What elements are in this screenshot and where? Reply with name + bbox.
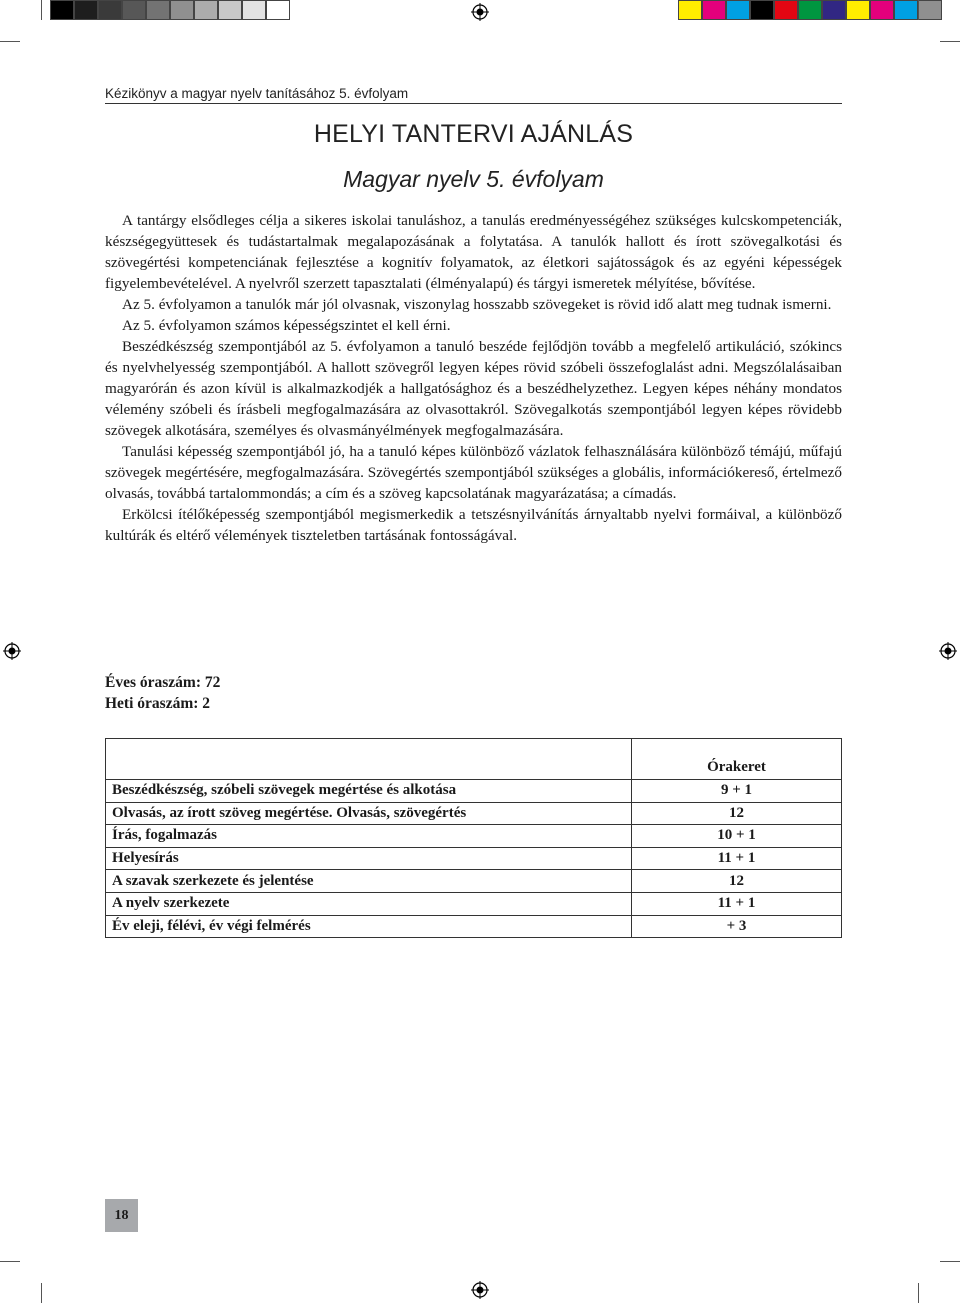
color-swatch bbox=[798, 0, 822, 20]
weekly-hours: Heti óraszám: 2 bbox=[105, 695, 211, 712]
color-swatch bbox=[50, 0, 74, 20]
crop-mark bbox=[41, 0, 42, 20]
color-swatch bbox=[846, 0, 870, 20]
color-swatch bbox=[170, 0, 194, 20]
paragraph: Az 5. évfolyamon számos képességszintet el kell érni. bbox=[122, 317, 451, 334]
color-swatch bbox=[194, 0, 218, 20]
row-topic: Beszédkészség, szóbeli szövegek megértése és alkotása bbox=[106, 780, 632, 803]
crop-mark bbox=[0, 1261, 20, 1262]
color-swatch bbox=[218, 0, 242, 20]
paragraph: Beszédkészség szempontjából az 5. évfolyamon a tanuló beszéde fejlődjön tovább a megfelelő artikuláció, szókincs és nyelvhelyesség szempontjából. A hallott szövegről legyen képes rövid szóbeli összefoglalást adni. Megszólalásaiban magyarórán és azon kívül is alkalmazkodjék a hallgatósághoz és a beszédhelyzethez. Legyen képes néhány mondatos vélemény szóbeli és írásbeli megfogalmazására az olvasottakról. Szövegalkotás szempontjából legyen képes rövidebb szövegek alkotására, személyes és olvasmányélmények megfogalmazására. bbox=[105, 338, 842, 439]
crop-mark bbox=[918, 0, 919, 20]
row-topic: A nyelv szerkezete bbox=[106, 892, 632, 915]
row-hours: + 3 bbox=[632, 915, 842, 938]
color-swatch bbox=[870, 0, 894, 20]
annual-hours: Éves óraszám: 72 bbox=[105, 674, 221, 691]
color-swatch bbox=[122, 0, 146, 20]
hours-table bbox=[105, 738, 842, 938]
paragraph: Tanulási képesség szempontjából jó, ha a tanuló képes különböző vázlatok felhasználására különböző témájú, műfajú szövegek megértésére, megfogalmazására. Szövegértés szempontjából szükséges a globális, információkereső, értelmező olvasás, továbbá tartalommondás; a cím és a szöveg kapcsolatának magyarázatása; a címadás. bbox=[105, 443, 842, 502]
registration-mark-right-icon bbox=[939, 642, 957, 660]
color-swatch bbox=[146, 0, 170, 20]
body-text bbox=[105, 210, 842, 546]
row-topic: Év eleji, félévi, év végi felmérés bbox=[106, 915, 632, 938]
row-hours: 12 bbox=[632, 870, 842, 893]
color-calibration-bar bbox=[678, 0, 942, 22]
paragraph: Erkölcsi ítélőképesség szempontjából megismerkedik a tetszésnyilvánítás árnyaltabb nyelvi formáival, a különböző kultúrák és eltérő vélemények tiszteletben tartásának fontosságával. bbox=[105, 506, 842, 544]
table-row bbox=[106, 825, 842, 848]
paragraph: Az 5. évfolyamon a tanulók már jól olvasnak, viszonylag hosszabb szövegeket is rövid idő alatt meg tudnak ismerni. bbox=[122, 296, 832, 313]
table-row bbox=[106, 780, 842, 803]
registration-mark-bottom-icon bbox=[471, 1281, 489, 1299]
color-swatch bbox=[822, 0, 846, 20]
color-swatch bbox=[242, 0, 266, 20]
color-swatch bbox=[918, 0, 942, 20]
registration-mark-top-icon bbox=[471, 3, 489, 21]
header-topic bbox=[106, 739, 632, 780]
table-row bbox=[106, 870, 842, 893]
row-hours: 12 bbox=[632, 802, 842, 825]
color-swatch bbox=[266, 0, 290, 20]
color-swatch bbox=[750, 0, 774, 20]
crop-mark bbox=[940, 41, 960, 42]
row-topic: A szavak szerkezete és jelentése bbox=[106, 870, 632, 893]
color-swatch bbox=[774, 0, 798, 20]
row-topic: Helyesírás bbox=[106, 847, 632, 870]
crop-mark bbox=[41, 1283, 42, 1303]
row-topic: Írás, fogalmazás bbox=[106, 825, 632, 848]
color-swatch bbox=[678, 0, 702, 20]
table-row bbox=[106, 847, 842, 870]
table-row bbox=[106, 802, 842, 825]
table-row bbox=[106, 892, 842, 915]
row-topic: Olvasás, az írott szöveg megértése. Olvasás, szövegértés bbox=[106, 802, 632, 825]
row-hours: 11 + 1 bbox=[632, 892, 842, 915]
color-swatch bbox=[894, 0, 918, 20]
crop-mark bbox=[940, 1261, 960, 1262]
table-header-row bbox=[106, 739, 842, 780]
header-hours: Órakeret bbox=[632, 739, 842, 780]
color-swatch bbox=[98, 0, 122, 20]
row-hours: 11 + 1 bbox=[632, 847, 842, 870]
table-row bbox=[106, 915, 842, 938]
color-swatch bbox=[726, 0, 750, 20]
paragraph: A tantárgy elsődleges célja a sikeres iskolai tanuláshoz, a tanulás eredményességéhez szükséges kulcskompetenciák, készségegyüttesek és tudástartalmak megalapozásának a folytatása. A tanulók hallott és írott szövegalkotási és szövegértési kompetenciának fejlesztése a kognitív folyamatok, az életkori sajátosságok és az egyéni képességek figyelembevételével. A nyelvről szerzett tapasztalati (élményalapú) és tárgyi ismeretek mélyítése, bővítése. bbox=[105, 212, 842, 292]
registration-mark-left-icon bbox=[3, 642, 21, 660]
color-swatch bbox=[74, 0, 98, 20]
row-hours: 9 + 1 bbox=[632, 780, 842, 803]
row-hours: 10 + 1 bbox=[632, 825, 842, 848]
color-swatch bbox=[702, 0, 726, 20]
crop-mark bbox=[918, 1283, 919, 1303]
page-title: HELYI TANTERVI AJÁNLÁS bbox=[313, 120, 634, 148]
page-number: 18 bbox=[105, 1199, 138, 1232]
crop-mark bbox=[0, 41, 20, 42]
grayscale-calibration-bar bbox=[50, 0, 290, 22]
page-subtitle: Magyar nyelv 5. évfolyam bbox=[343, 166, 604, 192]
running-head: Kézikönyv a magyar nyelv tanításához 5. évfolyam bbox=[105, 86, 842, 104]
